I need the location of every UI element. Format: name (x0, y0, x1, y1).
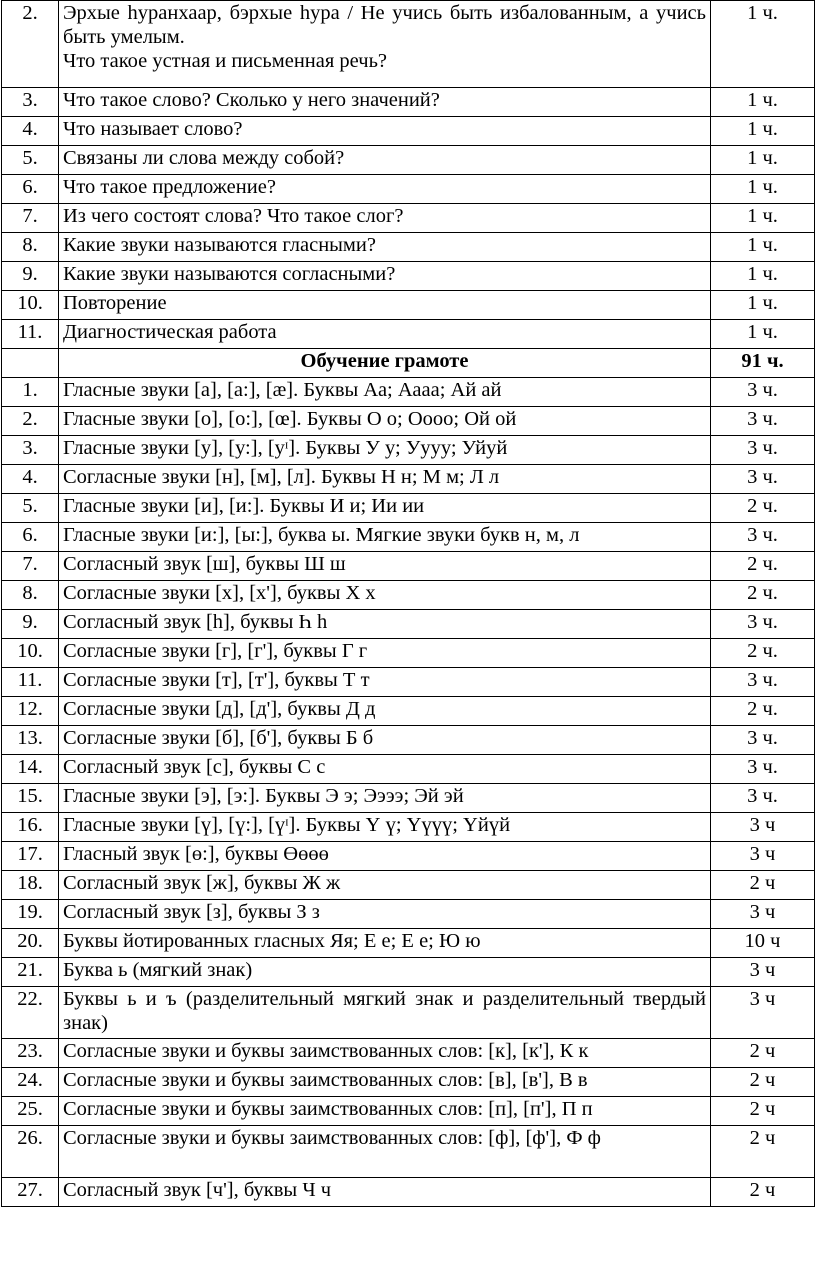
lesson-hours: 3 ч (711, 958, 815, 987)
lesson-number: 9. (2, 610, 59, 639)
lesson-topic: Согласные звуки [д], [д'], буквы Д д (59, 697, 711, 726)
lesson-number: 19. (2, 900, 59, 929)
lesson-number: 10. (2, 639, 59, 668)
table-row (2, 610, 815, 639)
lesson-topic: Гласные звуки [ү], [ү:], [үᶦ]. Буквы Ү ү; Үүүү; Үйүй (59, 813, 711, 842)
lesson-number: 25. (2, 1097, 59, 1126)
lesson-topic: Диагностическая работа (59, 320, 711, 349)
lesson-topic: Связаны ли слова между собой? (59, 146, 711, 175)
lesson-hours: 3 ч (711, 813, 815, 842)
lesson-hours: 3 ч (711, 987, 815, 1039)
table-row (2, 668, 815, 697)
lesson-hours: 2 ч. (711, 581, 815, 610)
lesson-topic: Повторение (59, 291, 711, 320)
lesson-hours: 3 ч. (711, 523, 815, 552)
lesson-number: 8. (2, 233, 59, 262)
lesson-number: 16. (2, 813, 59, 842)
lesson-number: 17. (2, 842, 59, 871)
table-row (2, 233, 815, 262)
lesson-topic: Согласный звук [с], буквы С с (59, 755, 711, 784)
table-row (2, 813, 815, 842)
lesson-number: 3. (2, 436, 59, 465)
lesson-number: 12. (2, 697, 59, 726)
lesson-topic: Согласные звуки [г], [г'], буквы Г г (59, 639, 711, 668)
table-row (2, 1039, 815, 1068)
lesson-hours: 2 ч (711, 1068, 815, 1097)
table-row (2, 88, 815, 117)
lesson-hours: 2 ч. (711, 552, 815, 581)
lesson-topic: Согласные звуки [б], [б'], буквы Б б (59, 726, 711, 755)
lesson-topic: Гласный звук [ө:], буквы Өөөө (59, 842, 711, 871)
lesson-topic: Гласные звуки [и:], [ы:], буква ы. Мягкие звуки букв н, м, л (59, 523, 711, 552)
lesson-number: 11. (2, 668, 59, 697)
table-row (2, 784, 815, 813)
table-row (2, 523, 815, 552)
lesson-hours: 1 ч. (711, 291, 815, 320)
lesson-hours: 2 ч (711, 1039, 815, 1068)
lesson-number: 6. (2, 175, 59, 204)
lesson-number: 23. (2, 1039, 59, 1068)
lesson-number: 4. (2, 117, 59, 146)
table-row (2, 697, 815, 726)
table-row (2, 552, 815, 581)
lesson-hours: 1 ч. (711, 175, 815, 204)
table-row (2, 1097, 815, 1126)
lesson-number: 21. (2, 958, 59, 987)
lesson-number: 4. (2, 465, 59, 494)
table-row (2, 726, 815, 755)
table-row (2, 1, 815, 88)
lesson-topic: Согласные звуки [т], [т'], буквы Т т (59, 668, 711, 697)
table-row (2, 407, 815, 436)
lesson-hours: 3 ч. (711, 436, 815, 465)
table-row (2, 291, 815, 320)
lesson-topic: Согласный звук [з], буквы З з (59, 900, 711, 929)
table-row (2, 958, 815, 987)
lesson-hours: 1 ч. (711, 204, 815, 233)
lesson-number: 15. (2, 784, 59, 813)
lesson-number: 3. (2, 88, 59, 117)
section-title: Обучение грамоте (59, 349, 711, 378)
lesson-number: 6. (2, 523, 59, 552)
lesson-topic: Гласные звуки [и], [и:]. Буквы И и; Ии ии (59, 494, 711, 523)
table-row (2, 494, 815, 523)
lesson-hours: 3 ч. (711, 407, 815, 436)
lesson-topic: Согласный звук [һ], буквы Һ һ (59, 610, 711, 639)
lesson-hours: 1 ч. (711, 233, 815, 262)
lesson-hours: 1 ч. (711, 88, 815, 117)
lesson-hours: 2 ч (711, 1126, 815, 1178)
lesson-hours: 3 ч. (711, 755, 815, 784)
table-row (2, 378, 815, 407)
lesson-hours: 3 ч. (711, 465, 815, 494)
lesson-topic: Согласный звук [ж], буквы Ж ж (59, 871, 711, 900)
lesson-topic: Что называет слово? (59, 117, 711, 146)
lesson-number: 11. (2, 320, 59, 349)
lesson-hours: 2 ч (711, 1178, 815, 1207)
table-row (2, 320, 815, 349)
lesson-hours: 2 ч. (711, 494, 815, 523)
lesson-number: 14. (2, 755, 59, 784)
lesson-number: 5. (2, 146, 59, 175)
lesson-topic: Буквы йотированных гласных Яя; Е е; Е е; Ю ю (59, 929, 711, 958)
lesson-topic: Буква ь (мягкий знак) (59, 958, 711, 987)
lesson-topic: Какие звуки называются согласными? (59, 262, 711, 291)
lesson-topic: Что такое предложение? (59, 175, 711, 204)
lesson-topic: Какие звуки называются гласными? (59, 233, 711, 262)
table-row (2, 581, 815, 610)
table-row (2, 871, 815, 900)
lesson-hours: 2 ч (711, 871, 815, 900)
curriculum-table (1, 0, 815, 1207)
lesson-topic: Гласные звуки [у], [у:], [уᶦ]. Буквы У у; Уууу; Уйуй (59, 436, 711, 465)
lesson-hours: 3 ч. (711, 668, 815, 697)
lesson-topic-line: Эрхые һуранхаар, бэрхые һура / Не учись быть избалованным, а учись быть умелым. (63, 2, 706, 48)
table-row (2, 465, 815, 494)
table-row (2, 436, 815, 465)
table-row (2, 842, 815, 871)
lesson-topic: Согласный звук [ч'], буквы Ч ч (59, 1178, 711, 1207)
lesson-number: 26. (2, 1126, 59, 1178)
lesson-number: 13. (2, 726, 59, 755)
lesson-number: 9. (2, 262, 59, 291)
lesson-topic: Согласные звуки [н], [м], [л]. Буквы Н н; М м; Л л (59, 465, 711, 494)
lesson-topic: Буквы ь и ъ (разделительный мягкий знак и разделительный твердый знак) (59, 987, 711, 1039)
lesson-number: 7. (2, 204, 59, 233)
table-row (2, 1178, 815, 1207)
lesson-hours: 1 ч. (711, 1, 815, 88)
table-row (2, 987, 815, 1039)
lesson-number: 8. (2, 581, 59, 610)
lesson-topic: Согласные звуки и буквы заимствованных слов: [ф], [ф'], Ф ф (59, 1126, 711, 1178)
lesson-hours: 3 ч (711, 842, 815, 871)
lesson-hours: 3 ч (711, 900, 815, 929)
lesson-hours: 3 ч. (711, 784, 815, 813)
table-row (2, 1068, 815, 1097)
table-row (2, 117, 815, 146)
lesson-topic: Гласные звуки [а], [а:], [æ]. Буквы Аа; Аааа; Ай ай (59, 378, 711, 407)
lesson-number: 24. (2, 1068, 59, 1097)
lesson-hours: 2 ч. (711, 697, 815, 726)
table-row (2, 146, 815, 175)
lesson-number: 5. (2, 494, 59, 523)
table-row (2, 755, 815, 784)
lesson-hours: 1 ч. (711, 320, 815, 349)
table-row (2, 175, 815, 204)
table-row (2, 929, 815, 958)
lesson-hours: 2 ч (711, 1097, 815, 1126)
lesson-number: 2. (2, 407, 59, 436)
lesson-hours: 2 ч. (711, 639, 815, 668)
lesson-topic: Согласные звуки и буквы заимствованных слов: [к], [к'], К к (59, 1039, 711, 1068)
lesson-topic: Гласные звуки [э], [э:]. Буквы Э э; Ээээ; Эй эй (59, 784, 711, 813)
curriculum-table-body (2, 1, 815, 1207)
lesson-topic: Гласные звуки [о], [о:], [œ]. Буквы О о; Оооо; Ой ой (59, 407, 711, 436)
lesson-topic (59, 1, 711, 88)
lesson-hours: 3 ч. (711, 378, 815, 407)
lesson-topic: Согласные звуки и буквы заимствованных слов: [п], [п'], П п (59, 1097, 711, 1126)
lesson-hours: 10 ч (711, 929, 815, 958)
lesson-number: 27. (2, 1178, 59, 1207)
lesson-number: 22. (2, 987, 59, 1039)
lesson-hours: 3 ч. (711, 726, 815, 755)
lesson-topic: Что такое слово? Сколько у него значений? (59, 88, 711, 117)
lesson-topic: Согласные звуки [х], [х'], буквы Х х (59, 581, 711, 610)
lesson-topic-line: Что такое устная и письменная речь? (63, 50, 388, 72)
lesson-topic: Согласный звук [ш], буквы Ш ш (59, 552, 711, 581)
lesson-number: 7. (2, 552, 59, 581)
lesson-number: 20. (2, 929, 59, 958)
lesson-hours: 3 ч. (711, 610, 815, 639)
lesson-number: 18. (2, 871, 59, 900)
table-row (2, 262, 815, 291)
lesson-topic: Согласные звуки и буквы заимствованных слов: [в], [в'], В в (59, 1068, 711, 1097)
table-row (2, 204, 815, 233)
section-hours: 91 ч. (711, 349, 815, 378)
lesson-number: 1. (2, 378, 59, 407)
lesson-hours: 1 ч. (711, 146, 815, 175)
table-row (2, 1126, 815, 1178)
table-row (2, 639, 815, 668)
lesson-topic: Из чего состоят слова? Что такое слог? (59, 204, 711, 233)
section-number (2, 349, 59, 378)
lesson-number: 10. (2, 291, 59, 320)
lesson-number: 2. (2, 1, 59, 88)
lesson-hours: 1 ч. (711, 117, 815, 146)
section-header-row (2, 349, 815, 378)
lesson-hours: 1 ч. (711, 262, 815, 291)
table-row (2, 900, 815, 929)
